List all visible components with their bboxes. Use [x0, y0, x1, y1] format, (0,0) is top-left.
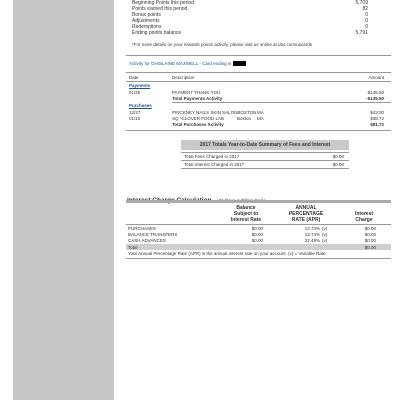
points-value-2: 0 [365, 12, 368, 18]
points-label-0: Beginning Points this period [132, 0, 194, 6]
header-amount: Amount [368, 75, 384, 80]
payments-total-label: Total Payments Activity [172, 96, 223, 101]
purchase-city-1: Boston [237, 116, 252, 121]
divider [126, 130, 391, 131]
interest-row-label-1: BALANCE TRANSFERS [128, 232, 178, 237]
points-label-3: Adjustments [132, 18, 160, 24]
fees-label-1: Total Interest Charged in 2017 [184, 162, 245, 167]
payments-label: Payments [129, 83, 151, 88]
purchases-total-label: Total Purchases Activity [172, 122, 224, 127]
header-apr: ANNUAL PERCENTAGE RATE (APR) [288, 205, 324, 223]
interest-row-flag-2: (v) [322, 238, 328, 243]
purchase-state-1: MA [257, 116, 264, 121]
purchase-date-1: 01/10 [129, 116, 141, 121]
points-label-5: Ending points balance [132, 30, 182, 36]
purchase-amount-0: $43.00 [370, 110, 384, 115]
left-sidebar-band [13, 0, 114, 400]
header-description: Description [172, 75, 195, 80]
divider [181, 168, 349, 169]
header-charge: Interest Charge [354, 211, 374, 223]
interest-row-balance-2: $0.00 [251, 238, 263, 243]
header-date: Date [129, 75, 139, 80]
points-value-3: 0 [365, 18, 368, 24]
divider [181, 160, 349, 161]
fees-label-0: Total Fees Charged in 2017 [184, 154, 240, 159]
payment-date: 01/20 [129, 90, 141, 95]
purchase-description-0: PINCKNEY NAILS SKIN SALONBOSTON [172, 110, 257, 115]
purchase-state-0: MA [257, 110, 264, 115]
points-value-1: 82 [362, 6, 368, 12]
points-label-1: Points earned this period [132, 6, 188, 12]
header-balance: Balance Subject to Interest Rate [230, 205, 262, 223]
purchase-description-1: SQ *CLOVER FOOD LAB [172, 116, 225, 121]
divider [181, 152, 349, 153]
points-value-0: 5,709 [355, 0, 368, 6]
divider [172, 102, 391, 103]
points-label-2: Bonus points [132, 12, 161, 18]
interest-row-charge-1: $0.00 [364, 232, 376, 237]
payment-description: PAYMENT THANK YOU [172, 90, 221, 95]
divider [126, 72, 391, 73]
interest-row-apr-1: 13.74% [304, 232, 320, 237]
interest-total-bar [126, 244, 391, 250]
payments-total-amount: -$135.50 [366, 96, 384, 101]
activity-title: Activity for GHISLAINE MAXWELL - Card ending in [129, 61, 246, 67]
points-note: *For more details on your rewards points activity, please visit us online at ubs.com/uscards [132, 42, 312, 47]
interest-row-label-2: CASH ADVANCES [128, 238, 166, 243]
points-value-4: 0 [365, 24, 368, 30]
interest-row-flag-1: (v) [322, 232, 328, 237]
interest-row-charge-2: $0.00 [364, 238, 376, 243]
purchase-date-0: 12/27 [129, 110, 141, 115]
interest-total-label: Total [128, 244, 138, 250]
purchases-label: Purchases [129, 103, 152, 108]
divider [126, 224, 391, 225]
interest-row-charge-0: $0.00 [364, 226, 376, 231]
divider [126, 258, 391, 259]
fees-value-1: $0.00 [332, 162, 344, 167]
interest-note: Your Annual Percentage Rate (APR) is the annual interest rate on your account. (v) = Variable Rate [128, 251, 326, 256]
fees-summary-title: 2017 Totals Year-to-Date Summary of Fees and Interest [199, 142, 331, 148]
fees-value-0: $0.00 [332, 154, 344, 159]
purchase-amount-1: $38.72 [370, 116, 384, 121]
interest-row-flag-0: (v) [322, 226, 328, 231]
interest-row-apr-0: 13.74% [304, 226, 320, 231]
divider [126, 55, 391, 56]
interest-row-apr-2: 22.49% [304, 238, 320, 243]
interest-total-charge: $0.00 [364, 244, 376, 250]
purchases-total-amount: $81.72 [370, 122, 384, 127]
interest-row-balance-1: $0.00 [251, 232, 263, 237]
payment-amount: -$135.50 [366, 90, 384, 95]
divider [126, 81, 391, 82]
points-label-4: Redemptions [132, 24, 162, 30]
interest-row-label-0: PURCHASES [128, 226, 157, 231]
points-value-5: 5,791 [355, 30, 368, 36]
interest-table-topbar [126, 200, 391, 203]
interest-row-balance-0: $0.00 [251, 226, 263, 231]
redacted-card-number [233, 61, 246, 66]
